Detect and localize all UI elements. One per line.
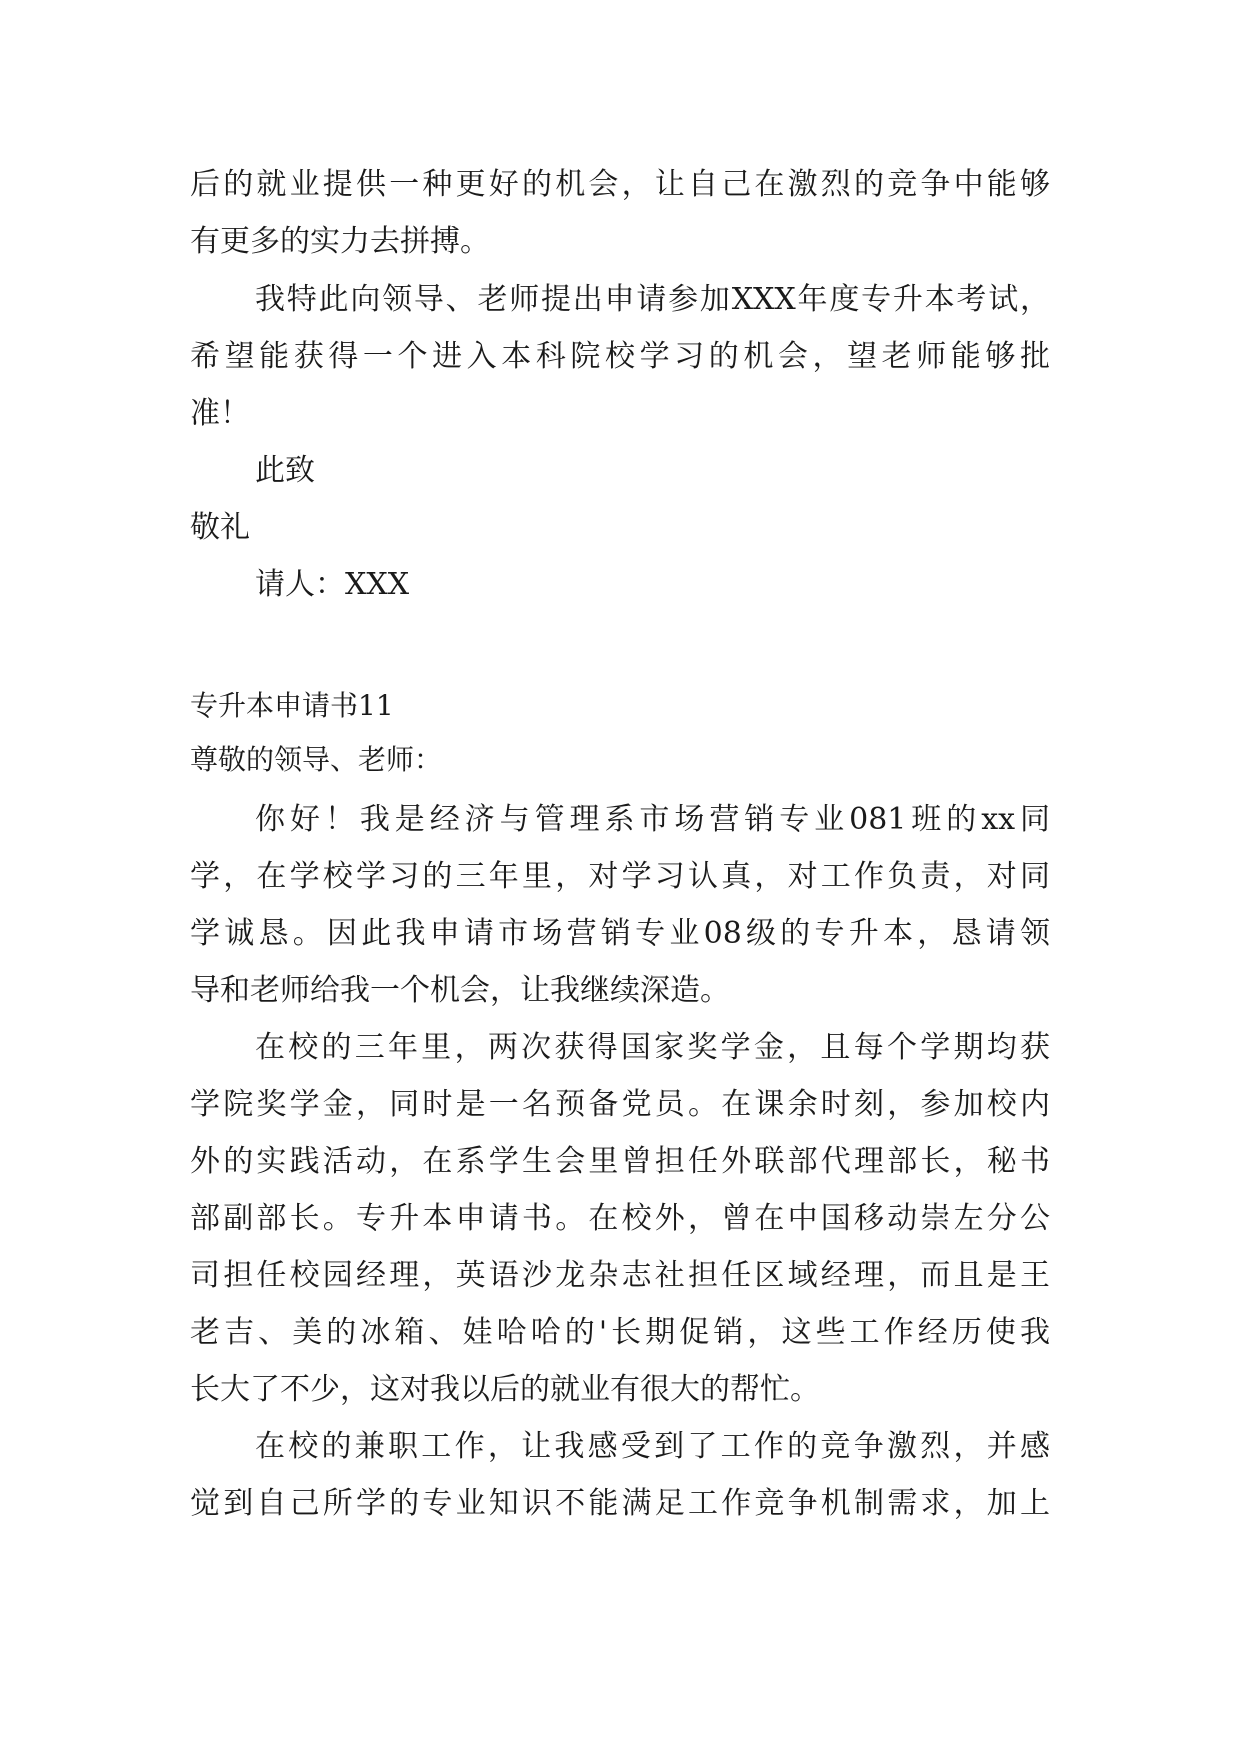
paragraph-line: 准！ <box>190 396 250 431</box>
paragraph-line: 学，在学校学习的三年里，对学习认真，对工作负责，对同 <box>190 859 1050 894</box>
paragraph-line: 外的实践活动，在系学生会里曾担任外联部代理部长，秘书 <box>190 1144 1050 1179</box>
paragraph-line: 在校的三年里，两次获得国家奖学金，且每个学期均获 <box>255 1030 1050 1065</box>
paragraph-line: 后的就业提供一种更好的机会，让自己在激烈的竞争中能够 <box>190 167 1050 202</box>
paragraph-line: 导和老师给我一个机会，让我继续深造。 <box>190 973 730 1008</box>
paragraph-line: 觉到自己所学的专业知识不能满足工作竞争机制需求，加上 <box>190 1486 1050 1521</box>
paragraph-line: 长大了不少，这对我以后的就业有很大的帮忙。 <box>190 1372 820 1407</box>
paragraph-line: 部副部长。专升本申请书。在校外，曾在中国移动崇左分公 <box>190 1201 1050 1236</box>
section-title: 专升本申请书11 <box>190 689 394 722</box>
paragraph-line: 希望能获得一个进入本科院校学习的机会，望老师能够批 <box>190 339 1050 374</box>
paragraph-line: 司担任校园经理，英语沙龙杂志社担任区域经理，而且是王 <box>190 1258 1050 1293</box>
signature-line: 请人：XXX <box>255 567 410 602</box>
paragraph-line: 在校的兼职工作，让我感受到了工作的竞争激烈，并感 <box>255 1429 1050 1464</box>
paragraph-line: 学院奖学金，同时是一名预备党员。在课余时刻，参加校内 <box>190 1087 1050 1122</box>
closing-line: 敬礼 <box>190 510 250 545</box>
paragraph-line: 有更多的实力去拼搏。 <box>190 224 490 259</box>
paragraph-line: 学诚恳。因此我申请市场营销专业08级的专升本，恳请领 <box>190 916 1050 951</box>
paragraph-line: 老吉、美的冰箱、娃哈哈的'长期促销，这些工作经历使我 <box>190 1315 1050 1350</box>
salutation: 尊敬的领导、老师： <box>190 743 443 776</box>
paragraph-line: 我特此向领导、老师提出申请参加XXX年度专升本考试， <box>255 282 1050 317</box>
paragraph-line: 你好！我是经济与管理系市场营销专业081班的xx同 <box>255 802 1050 837</box>
closing-line: 此致 <box>255 453 315 488</box>
